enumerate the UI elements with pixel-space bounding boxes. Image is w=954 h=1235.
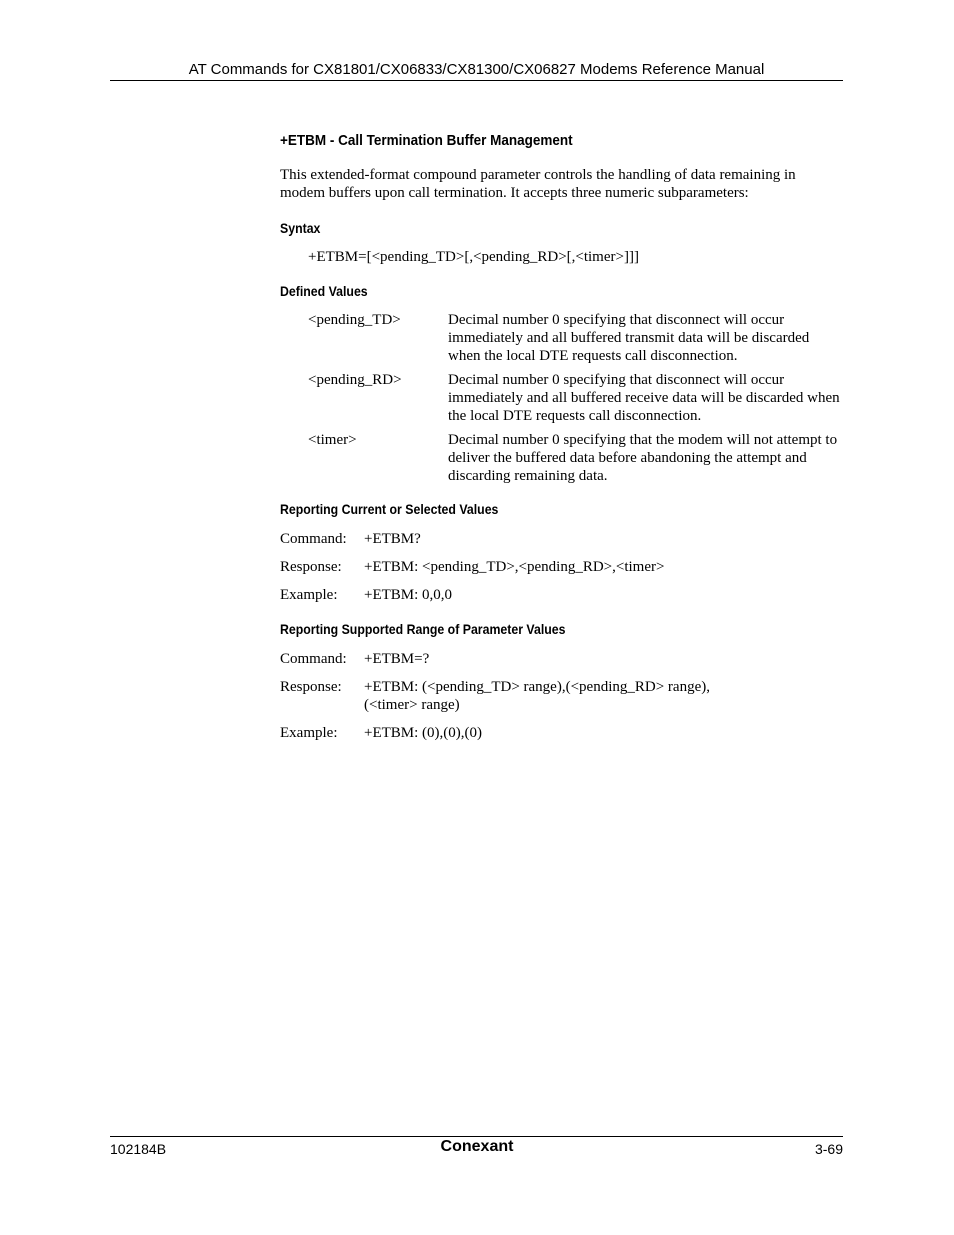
footer-rule bbox=[110, 1136, 843, 1137]
response-label: Response: bbox=[280, 559, 342, 575]
footer-doc-number: 102184B bbox=[110, 1141, 167, 1157]
running-header: AT Commands for CX81801/CX06833/CX81300/CX06827 Modems Reference Manual bbox=[188, 61, 765, 78]
command-value: +ETBM? bbox=[364, 531, 421, 547]
footer-company: Conexant bbox=[440, 1138, 514, 1155]
example-value: +ETBM: (0),(0),(0) bbox=[364, 725, 483, 741]
defined-value-term: <pending_RD> bbox=[308, 372, 402, 388]
defined-value-description: Decimal number 0 specifying that the modem will not attempt to deliver the buffered data before abandoning the attempt and discarding remaining data. bbox=[448, 432, 838, 484]
defined-value-term: <timer> bbox=[308, 432, 357, 448]
defined-value-description: Decimal number 0 specifying that disconnect will occur immediately and all buffered transmit data will be discarded when the local DTE requests call disconnection. bbox=[448, 312, 810, 364]
defined-value-description: Decimal number 0 specifying that disconnect will occur immediately and all buffered receive data will be discarded when the local DTE requests call disconnection. bbox=[448, 372, 840, 424]
syntax-line: +ETBM=[<pending_TD>[,<pending_RD>[,<timer>]]] bbox=[308, 249, 639, 265]
reporting-current-heading: Reporting Current or Selected Values bbox=[280, 501, 499, 517]
header-rule bbox=[110, 80, 843, 81]
section-title: +ETBM - Call Termination Buffer Management bbox=[280, 132, 573, 149]
response-label: Response: bbox=[280, 679, 342, 695]
response-value: +ETBM: <pending_TD>,<pending_RD>,<timer> bbox=[364, 559, 665, 575]
syntax-heading: Syntax bbox=[280, 220, 321, 236]
defined-value-term: <pending_TD> bbox=[308, 312, 401, 328]
footer-page-number: 3-69 bbox=[814, 1141, 843, 1157]
intro-paragraph: This extended-format compound parameter controls the handling of data remaining in modem buffers upon call termination. It accepts three numeric subparameters: bbox=[280, 167, 796, 201]
command-label: Command: bbox=[280, 651, 347, 667]
command-label: Command: bbox=[280, 531, 347, 547]
reporting-supported-heading: Reporting Supported Range of Parameter Values bbox=[280, 621, 566, 637]
example-label: Example: bbox=[280, 725, 338, 741]
example-label: Example: bbox=[280, 587, 338, 603]
response-value: +ETBM: (<pending_TD> range),(<pending_RD> range), bbox=[364, 679, 710, 695]
defined-values-heading: Defined Values bbox=[280, 283, 368, 299]
command-value: +ETBM=? bbox=[364, 651, 430, 667]
response-value-continued: (<timer> range) bbox=[364, 697, 460, 713]
example-value: +ETBM: 0,0,0 bbox=[364, 587, 453, 603]
